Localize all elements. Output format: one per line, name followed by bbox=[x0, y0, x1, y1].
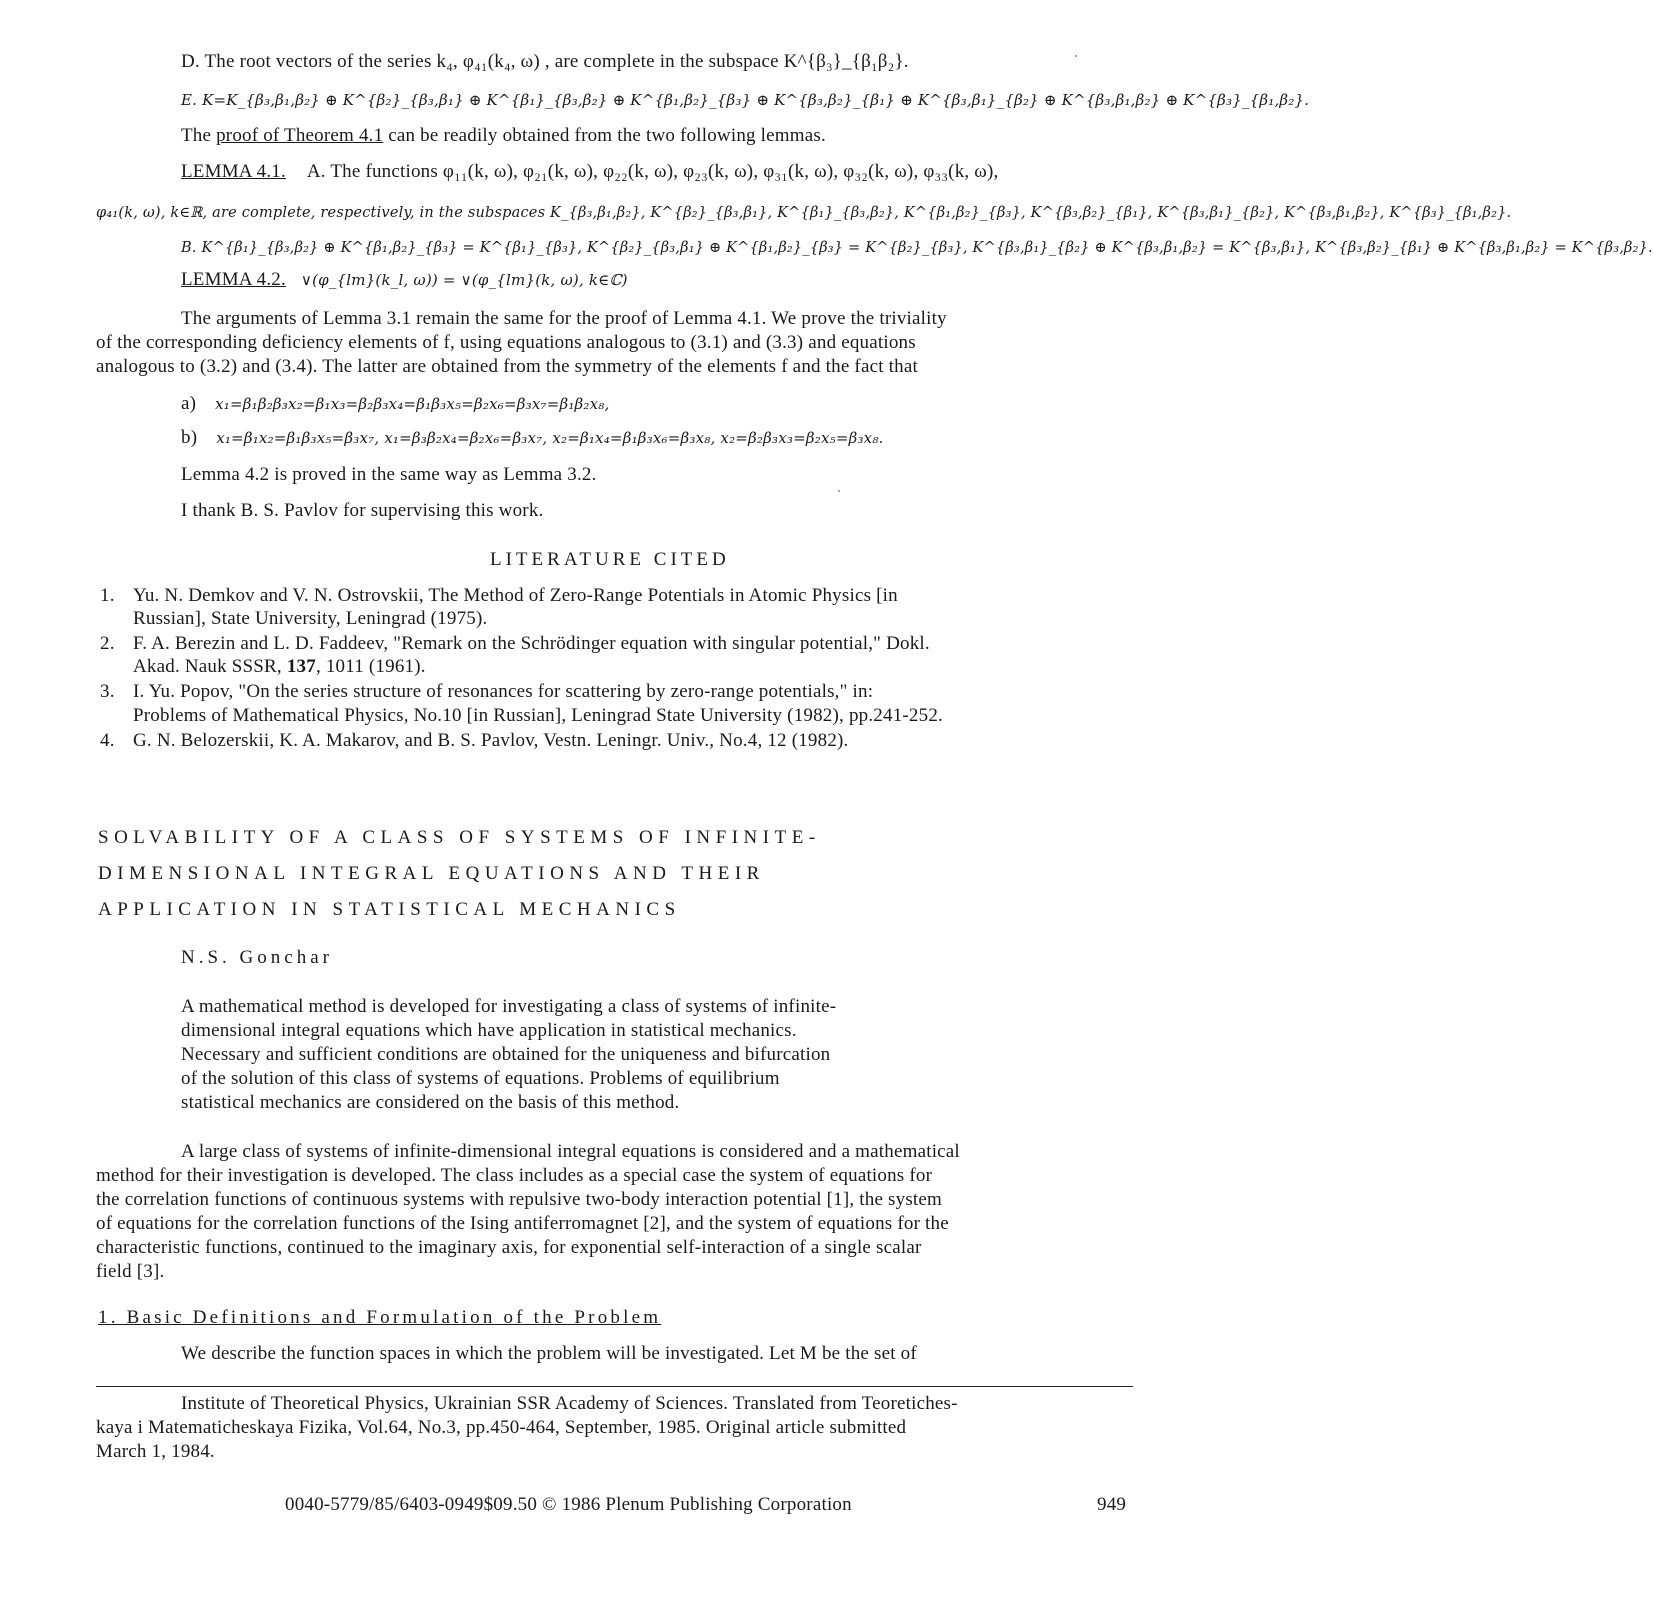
proof-paragraph-line: of the corresponding deficiency elements of f, using equations analogous to (3.1) and (3.3) and equations bbox=[96, 332, 916, 353]
symmetry-b-label: b) bbox=[181, 427, 198, 448]
proof-paragraph-line: analogous to (3.2) and (3.4). The latter are obtained from the symmetry of the elements f and the fact that bbox=[96, 356, 918, 377]
proof-intro bbox=[181, 124, 826, 148]
abstract-line: Necessary and sufficient conditions are obtained for the uniqueness and bifurcation bbox=[181, 1044, 831, 1065]
section-first-line: We describe the function spaces in which the problem will be investigated. Let M be the set of bbox=[181, 1343, 917, 1364]
footnote-line: Institute of Theoretical Physics, Ukrainian SSR Academy of Sciences. Translated from Teoretiches- bbox=[181, 1393, 958, 1414]
scan-speck bbox=[838, 490, 840, 492]
reference-volume: 137 bbox=[286, 656, 316, 677]
abstract-line: of the solution of this class of systems of equations. Problems of equilibrium bbox=[181, 1068, 780, 1089]
theorem-item-e: E. K=K_{β₃,β₁,β₂} ⊕ K^{β₂}_{β₃,β₁} ⊕ K^{β₁}_{β₃,β₂} ⊕ K^{β₁,β₂}_{β₃} ⊕ K^{β₃,β₂}_{β₁} ⊕ K^{β₃,β₁}_{β₂} ⊕ K^{β₃,β₁,β₂} ⊕ K^{β₃}_{β₁,β₂}. bbox=[181, 91, 1310, 109]
intro-line: the correlation functions of continuous systems with repulsive two-body interaction potential [1], the system bbox=[96, 1189, 943, 1210]
reference-text-part: Akad. Nauk SSSR, bbox=[133, 656, 287, 677]
symmetry-b bbox=[181, 426, 884, 450]
intro-line: A large class of systems of infinite-dimensional integral equations is considered and a mathematical bbox=[181, 1141, 960, 1162]
page-number: 949 bbox=[1097, 1494, 1127, 1515]
symmetry-a bbox=[181, 392, 609, 416]
article-title-line: APPLICATION IN STATISTICAL MECHANICS bbox=[98, 899, 681, 920]
reference-text: G. N. Belozerskii, K. A. Makarov, and B. S. Pavlov, Vestn. Leningr. Univ., No.4, 12 (1982). bbox=[133, 730, 849, 751]
abstract-line: statistical mechanics are considered on the basis of this method. bbox=[181, 1092, 680, 1113]
symmetry-b-formula: x₁=β₁x₂=β₁β₃x₅=β₃x₇, x₁=β₃β₂x₄=β₂x₆=β₃x₇, x₂=β₁x₄=β₁β₃x₆=β₃x₈, x₂=β₂β₃x₃=β₂x₅=β₃x₈. bbox=[216, 429, 884, 447]
footnote-line: March 1, 1984. bbox=[96, 1441, 215, 1462]
lemma-4-2-proof: Lemma 4.2 is proved in the same way as Lemma 3.2. bbox=[181, 464, 597, 485]
lemma-4-1-line2: φ₄₁(k, ω), k∈ℝ, are complete, respectively, in the subspaces K_{β₃,β₁,β₂}, K^{β₂}_{β₃,β₁}, K^{β₁}_{β₃,β₂}, K^{β₁,β₂}_{β₃}, K^{β₃,β₂}_{β₁}, K^{β₃,β₁}_{β₂}, K^{β₃,β₁,β₂}, K^{β₃}_{β₁,β₂}. bbox=[96, 205, 1512, 221]
symmetry-a-label: a) bbox=[181, 393, 197, 414]
lemma-4-2-label: LEMMA 4.2. bbox=[181, 269, 286, 290]
theorem-reference: proof of Theorem 4.1 bbox=[216, 125, 384, 146]
symmetry-a-formula: x₁=β₁β₂β₃x₂=β₁x₃=β₂β₃x₄=β₁β₃x₅=β₂x₆=β₃x₇=β₁β₂x₈, bbox=[215, 395, 610, 413]
theorem-item-d: D. The root vectors of the series k₄, φ₄₁(k₄, ω) , are complete in the subspace K^{β₃}_{β₁β₂}. bbox=[181, 51, 909, 72]
scan-speck bbox=[1075, 55, 1077, 57]
footnote-rule bbox=[96, 1386, 1133, 1387]
reference-text bbox=[133, 655, 426, 679]
footer-code: 0040-5779/85/6403-0949$09.50 © 1986 Plenum Publishing Corporation bbox=[285, 1494, 852, 1515]
literature-heading: LITERATURE CITED bbox=[490, 549, 730, 570]
intro-line: field [3]. bbox=[96, 1261, 165, 1282]
section-heading: 1. Basic Definitions and Formulation of the Problem bbox=[98, 1307, 662, 1328]
proof-paragraph-line: The arguments of Lemma 3.1 remain the same for the proof of Lemma 4.1. We prove the triviality bbox=[181, 308, 947, 329]
reference-number: 2. bbox=[100, 633, 115, 654]
lemma-4-1-label: LEMMA 4.1. bbox=[181, 161, 286, 182]
footnote-line: kaya i Matematicheskaya Fizika, Vol.64, No.3, pp.450-464, September, 1985. Original article submitted bbox=[96, 1417, 907, 1438]
proof-intro-before: The bbox=[181, 125, 217, 146]
article-title-line: SOLVABILITY OF A CLASS OF SYSTEMS OF INFINITE- bbox=[98, 827, 821, 848]
reference-text: Russian], State University, Leningrad (1975). bbox=[133, 608, 488, 629]
lemma-4-2 bbox=[181, 268, 628, 292]
article-author: N.S. Gonchar bbox=[181, 947, 333, 968]
abstract-line: dimensional integral equations which have application in statistical mechanics. bbox=[181, 1020, 797, 1041]
reference-text: I. Yu. Popov, "On the series structure of resonances for scattering by zero-range potentials," in: bbox=[133, 681, 874, 702]
lemma-4-1-part-b: B. K^{β₁}_{β₃,β₂} ⊕ K^{β₁,β₂}_{β₃} = K^{β₁}_{β₃}, K^{β₂}_{β₃,β₁} ⊕ K^{β₁,β₂}_{β₃} = K^{β₂}_{β₃}, K^{β₃,β₁}_{β₂} ⊕ K^{β₃,β₁,β₂} = K^{β₃,β₁}, K^{β₃,β₂}_{β₁} ⊕ K^{β₃,β₁,β₂} = K^{β₃,β₂}. bbox=[181, 240, 1653, 256]
intro-line: method for their investigation is developed. The class includes as a special case the system of equations for bbox=[96, 1165, 933, 1186]
reference-number: 3. bbox=[100, 681, 115, 702]
lemma-4-1-part-a: A. The functions φ₁₁(k, ω), φ₂₁(k, ω), φ₂₂(k, ω), φ₂₃(k, ω), φ₃₁(k, ω), φ₃₂(k, ω), φ₃₃(k, ω), bbox=[306, 161, 999, 182]
abstract-line: A mathematical method is developed for investigating a class of systems of infinite- bbox=[181, 996, 837, 1017]
lemma-4-1-line1 bbox=[181, 160, 999, 184]
reference-text: Yu. N. Demkov and V. N. Ostrovskii, The Method of Zero-Range Potentials in Atomic Physics [in bbox=[133, 585, 898, 606]
lemma-4-2-formula: ∨(φ_{lm}(k_l, ω)) = ∨(φ_{lm}(k, ω), k∈ℂ) bbox=[300, 271, 628, 289]
reference-number: 4. bbox=[100, 730, 115, 751]
reference-text: F. A. Berezin and L. D. Faddeev, "Remark on the Schrödinger equation with singular potential," Dokl. bbox=[133, 633, 930, 654]
reference-number: 1. bbox=[100, 585, 115, 606]
reference-text-part: , 1011 (1961). bbox=[315, 656, 426, 677]
intro-line: characteristic functions, continued to the imaginary axis, for exponential self-interaction of a single scalar bbox=[96, 1237, 922, 1258]
acknowledgment: I thank B. S. Pavlov for supervising this work. bbox=[181, 500, 544, 521]
intro-line: of equations for the correlation functions of the Ising antiferromagnet [2], and the system of equations for the bbox=[96, 1213, 949, 1234]
article-title-line: DIMENSIONAL INTEGRAL EQUATIONS AND THEIR bbox=[98, 863, 765, 884]
reference-text: Problems of Mathematical Physics, No.10 [in Russian], Leningrad State University (1982), pp.241-252. bbox=[133, 705, 943, 726]
proof-intro-after: can be readily obtained from the two following lemmas. bbox=[383, 125, 826, 146]
